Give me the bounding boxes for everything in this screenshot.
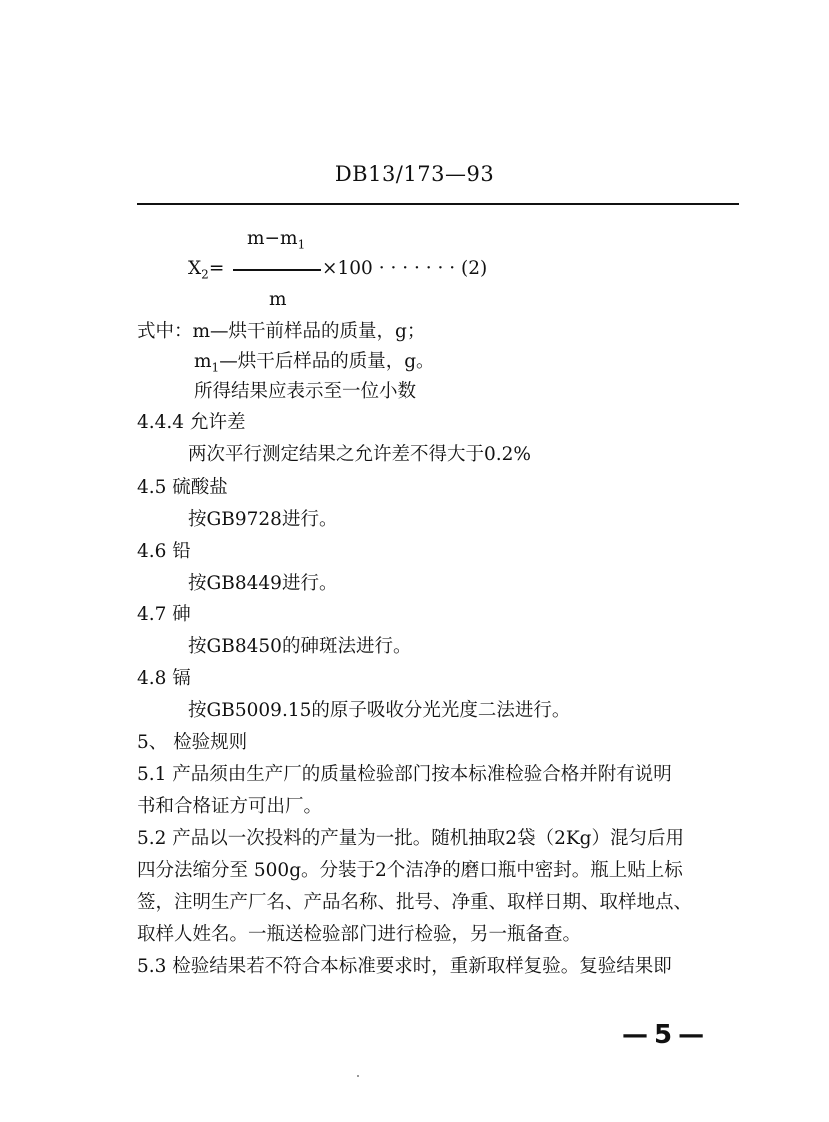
equals-sign: = <box>208 258 225 279</box>
section-heading-4-7: 4.7 砷 <box>137 604 191 625</box>
rule-5-2-line-4: 取样人姓名。一瓶送检验部门进行检验，另一瓶备查。 <box>137 924 582 945</box>
numerator-text: m−m <box>247 228 298 249</box>
page-number: —5— <box>622 1020 711 1050</box>
m1-subscript: 1 <box>211 360 220 375</box>
section-body-4-4-4: 两次平行测定结果之允许差不得大于0.2% <box>188 444 532 465</box>
rule-5-2-line-2: 四分法缩分至 500g。分装于2个洁净的磨口瓶中密封。瓶上贴上标 <box>137 860 683 881</box>
rule-5-1-line-2: 书和合格证方可出厂。 <box>137 796 323 817</box>
formula-denominator: m <box>269 289 287 310</box>
scan-speck <box>357 1075 359 1077</box>
formula-rhs: ×100 · · · · · · · (2) <box>322 258 488 279</box>
rules-heading: 5、 检验规则 <box>137 732 248 753</box>
section-body-4-8: 按GB5009.15的原子吸收分光光度二法进行。 <box>188 700 571 721</box>
lhs-text: X <box>188 258 202 279</box>
section-heading-4-8: 4.8 镉 <box>137 668 191 689</box>
formula-lhs <box>188 258 224 282</box>
header-rule <box>137 203 739 205</box>
page-header: DB13/173—93 <box>334 162 495 186</box>
m1-text: —烘干后样品的质量，g。 <box>219 351 435 372</box>
section-body-4-5: 按GB9728进行。 <box>188 509 338 530</box>
section-body-4-7: 按GB8450的砷斑法进行。 <box>188 636 412 657</box>
lhs-subscript: 2 <box>201 267 209 282</box>
section-heading-4-5: 4.5 硫酸盐 <box>137 477 228 498</box>
m1-symbol: m <box>194 351 212 372</box>
fraction-bar <box>233 269 321 271</box>
rule-5-1-line-1: 5.1 产品须由生产厂的质量检验部门按本标准检验合格并附有说明 <box>137 764 672 785</box>
section-body-4-6: 按GB8449进行。 <box>188 573 338 594</box>
section-heading-4-4-4: 4.4.4 允许差 <box>137 412 246 433</box>
section-heading-4-6: 4.6 铅 <box>137 541 191 562</box>
rule-5-3-line-1: 5.3 检验结果若不符合本标准要求时，重新取样复验。复验结果即 <box>137 956 672 977</box>
numerator-subscript: 1 <box>297 237 306 252</box>
definition-intro: 式中：m—烘干前样品的质量，g； <box>137 321 426 342</box>
definition-m1 <box>194 348 435 382</box>
formula-numerator <box>247 228 305 252</box>
rule-5-2-line-1: 5.2 产品以一次投料的产量为一批。随机抽取2袋（2Kg）混匀后用 <box>137 828 685 849</box>
rule-5-2-line-3: 签，注明生产厂名、产品名称、批号、净重、取样日期、取样地点、 <box>137 892 693 913</box>
definition-note: 所得结果应表示至一位小数 <box>194 381 417 402</box>
